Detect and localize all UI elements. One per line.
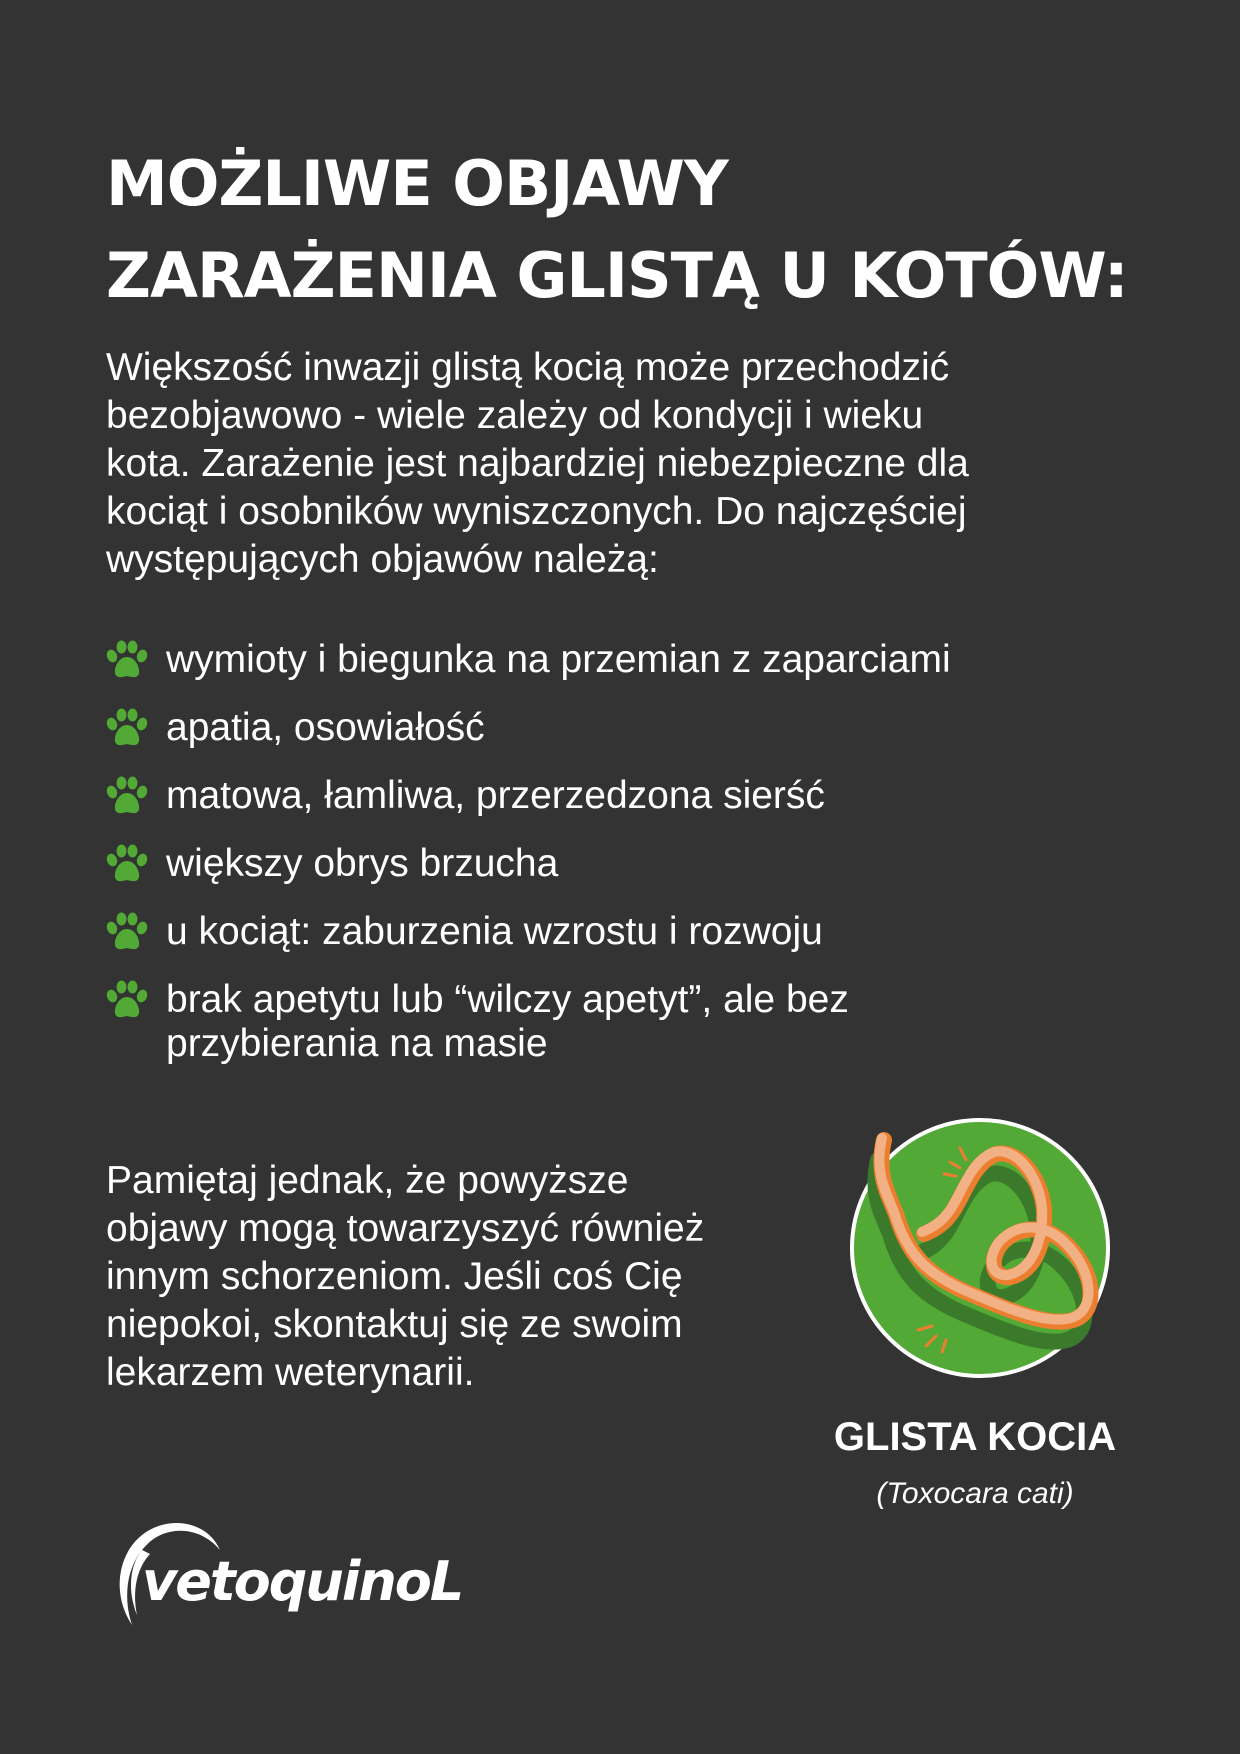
symptom-text: matowa, łamliwa, przerzedzona sierść <box>166 774 825 817</box>
list-item <box>106 706 951 750</box>
intro-line: Większość inwazji glistą kocią może przechodzić <box>106 346 950 389</box>
logo-wordmark: vetoquinoL <box>142 1550 463 1613</box>
vetoquinol-logo <box>112 1510 463 1640</box>
intro-line: bezobjawowo - wiele zależy od kondycji i wieku <box>106 394 924 437</box>
list-item <box>106 842 951 886</box>
advice-paragraph <box>106 1157 704 1397</box>
note-line: lekarzem weterynarii. <box>106 1351 475 1394</box>
list-item <box>106 638 951 682</box>
list-item <box>106 774 951 818</box>
paw-icon <box>106 776 148 816</box>
intro-line: kota. Zarażenie jest najbardziej niebezpieczne dla <box>106 442 969 485</box>
symptom-text: apatia, osowiałość <box>166 706 485 749</box>
paw-icon <box>106 912 148 952</box>
symptom-list <box>106 638 951 1090</box>
paw-icon <box>106 980 148 1020</box>
list-item <box>106 910 951 954</box>
list-item <box>106 978 951 1066</box>
intro-paragraph <box>106 344 1046 584</box>
symptom-text: u kociąt: zaburzenia wzrostu i rozwoju <box>166 910 823 953</box>
paw-icon <box>106 640 148 680</box>
page-title <box>106 138 1128 322</box>
paw-icon <box>106 844 148 884</box>
note-line: Pamiętaj jednak, że powyższe <box>106 1159 629 1202</box>
note-line: niepokoi, skontaktuj się ze swoim <box>106 1303 683 1346</box>
intro-line: kociąt i osobników wyniszczonych. Do najczęściej <box>106 490 967 533</box>
title-line: ZARAŻENIA GLISTĄ U KOTÓW: <box>106 239 1128 312</box>
note-line: objawy mogą towarzyszyć również <box>106 1207 705 1250</box>
intro-line: występujących objawów należą: <box>106 538 659 581</box>
paw-icon <box>106 708 148 748</box>
symptom-text: brak apetytu lub “wilczy apetyt”, ale bez <box>166 978 849 1021</box>
figure-caption-subtitle: (Toxocara cati) <box>876 1477 1074 1510</box>
roundworm-illustration-icon <box>836 1112 1120 1392</box>
figure-caption-title: GLISTA KOCIA <box>833 1415 1117 1459</box>
symptom-text: wymioty i biegunka na przemian z zaparciami <box>166 638 951 681</box>
title-line: MOŻLIWE OBJAWY <box>106 147 728 220</box>
symptom-text: większy obrys brzucha <box>166 842 559 885</box>
note-line: innym schorzeniom. Jeśli coś Cię <box>106 1255 683 1298</box>
symptom-text: przybierania na masie <box>166 1022 548 1065</box>
